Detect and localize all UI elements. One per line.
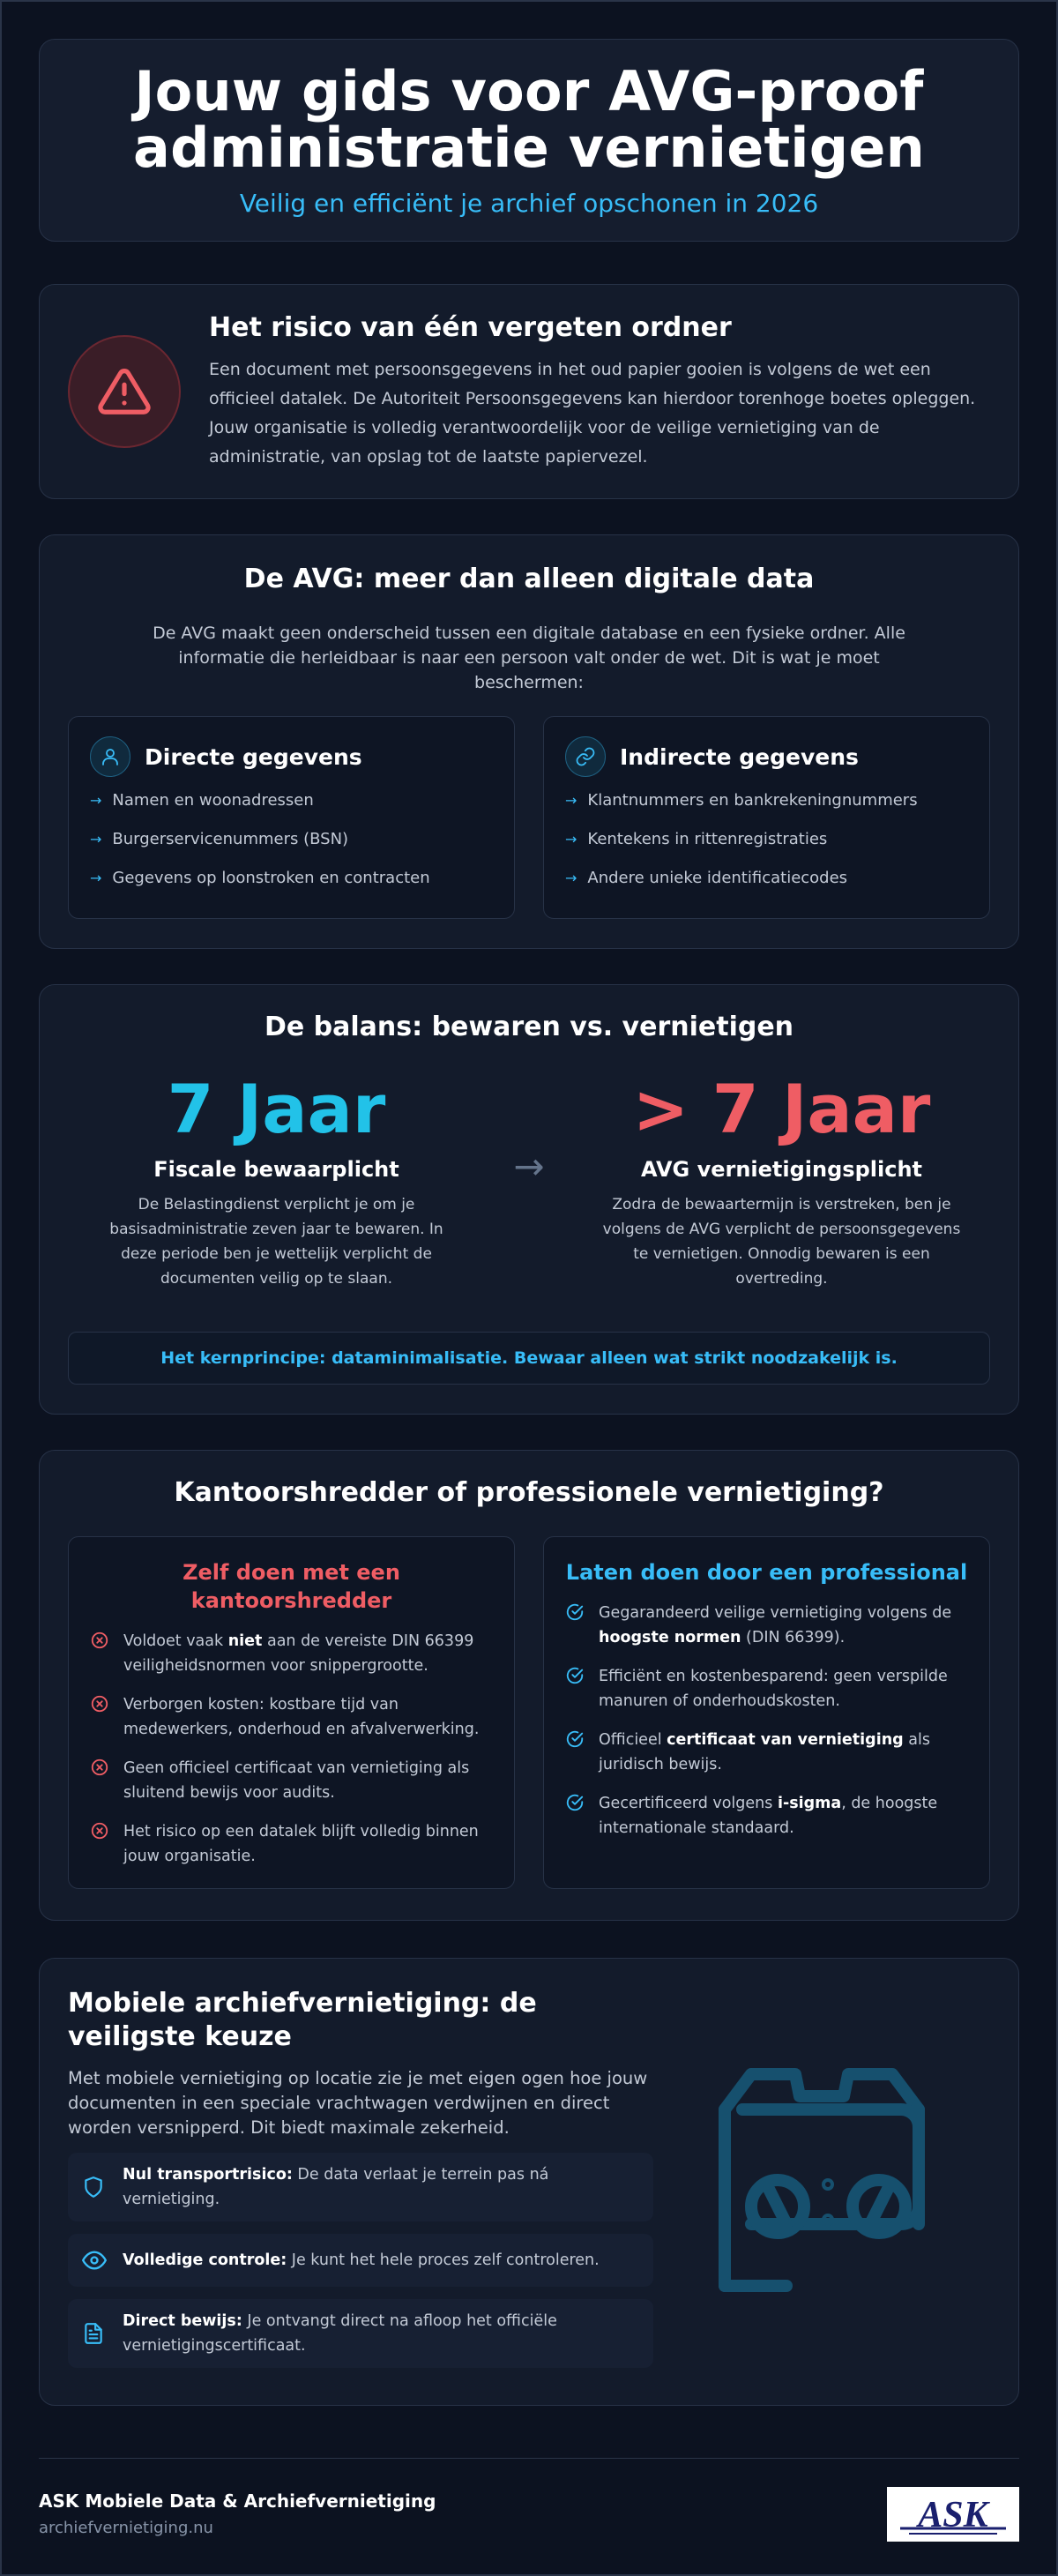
avg-title: De AVG: meer dan alleen digitale data bbox=[243, 564, 815, 594]
list-item: → Gegevens op loonstroken en contracten bbox=[90, 869, 430, 887]
list-item: → Burgerservicenummers (BSN) bbox=[90, 830, 349, 848]
balance-section bbox=[39, 984, 1019, 1415]
footer bbox=[39, 2458, 1019, 2542]
retention-desc: De Belastingdienst verplicht je om je basisadministratie zeven jaar te bewaren. In deze periode ben je wettelijk verplicht de documenten veilig op te slaan. bbox=[109, 1196, 443, 1288]
retention-column bbox=[68, 1067, 485, 1291]
con-item: Voldoet vaak niet aan de vereiste DIN 66399 veiligheidsnormen voor snippergrootte. bbox=[90, 1629, 493, 1678]
check-circle-icon bbox=[565, 1664, 588, 1714]
page-title: Jouw gids voor AVG-proof administratie vernietigen bbox=[133, 58, 925, 180]
avg-section bbox=[39, 534, 1019, 949]
footer-url[interactable]: archiefvernietiging.nu bbox=[39, 2519, 213, 2537]
pro-item: Efficiënt en kostenbesparend: geen verspilde manuren of onderhoudskosten. bbox=[565, 1664, 968, 1714]
pro-item: Officieel certificaat van vernietiging als juridisch bewijs. bbox=[565, 1728, 968, 1777]
self-shredding-title: Zelf doen met een kantoorshredder bbox=[183, 1560, 400, 1613]
indirect-data-title: Indirecte gegevens bbox=[620, 743, 859, 770]
direct-data-card bbox=[68, 716, 515, 919]
risk-section bbox=[39, 284, 1019, 499]
arrow-right-icon: → bbox=[513, 1145, 545, 1188]
pro-item: Gecertificeerd volgens i-sigma, de hoogste internationale standaard. bbox=[565, 1791, 968, 1841]
list-item: → Namen en woonadressen bbox=[90, 791, 314, 810]
con-item: Verborgen kosten: kostbare tijd van medewerkers, onderhoud en afvalverwerking. bbox=[90, 1692, 493, 1742]
document-icon bbox=[82, 2322, 110, 2345]
link-icon bbox=[565, 736, 606, 777]
x-circle-icon bbox=[90, 1819, 113, 1869]
con-item: Geen officieel certificaat van vernietiging als sluitend bewijs voor audits. bbox=[90, 1756, 493, 1805]
feature-item: Volledige controle: Je kunt het hele proces zelf controleren. bbox=[68, 2234, 653, 2287]
svg-text:ASK: ASK bbox=[918, 2495, 988, 2535]
retention-label: Fiscale bewaarplicht bbox=[153, 1157, 399, 1182]
page-subtitle: Veilig en efficiënt je archief opschonen in 2026 bbox=[239, 188, 819, 218]
direct-data-title: Directe gegevens bbox=[145, 743, 362, 770]
arrow-icon: → bbox=[90, 792, 102, 809]
feature-item: Nul transportrisico: De data verlaat je terrein pas ná vernietiging. bbox=[68, 2153, 653, 2221]
check-circle-icon bbox=[565, 1728, 588, 1777]
feature-item: Direct bewijs: Je ontvangt direct na afloop het officiële vernietigingscertificaat. bbox=[68, 2299, 653, 2368]
arrow-icon: → bbox=[565, 792, 577, 809]
professional-card bbox=[543, 1536, 990, 1889]
list-item: → Kentekens in rittenregistraties bbox=[565, 830, 828, 848]
balance-title: De balans: bewaren vs. vernietigen bbox=[264, 1012, 794, 1042]
arrow-icon: → bbox=[565, 831, 577, 847]
self-shredding-card bbox=[68, 1536, 515, 1889]
list-item: → Klantnummers en bankrekeningnummers bbox=[565, 791, 918, 810]
check-circle-icon bbox=[565, 1601, 588, 1650]
professional-title: Laten doen door een professional bbox=[565, 1560, 968, 1585]
footer-brand: ASK Mobiele Data & Archiefvernietiging bbox=[39, 2490, 436, 2512]
shredder-section bbox=[39, 1450, 1019, 1921]
hero-section bbox=[39, 39, 1019, 242]
user-icon bbox=[90, 736, 130, 777]
risk-text: Een document met persoonsgegevens in het oud papier gooien is volgens de wet een officieel datalek. De Autoriteit Persoonsgegevens kan hierdoor torenhoge boetes opleggen. Jouw organisatie is volledig verantwoordelijk voor de veilige vernietiging van de administratie, van opslag tot de laatste papiervezel. bbox=[209, 359, 976, 467]
list-item: → Andere unieke identificatiecodes bbox=[565, 869, 848, 887]
mobile-title: Mobiele archiefvernietiging: de veiligste keuze bbox=[68, 1988, 537, 2052]
x-circle-icon bbox=[90, 1629, 113, 1678]
avg-intro: De AVG maakt geen onderscheid tussen een digitale database en een fysieke ordner. Alle informatie die herleidbaar is naar een persoon valt onder de wet. Dit is wat je moet beschermen: bbox=[153, 623, 905, 692]
warning-triangle-icon bbox=[68, 335, 181, 448]
indirect-data-card bbox=[543, 716, 990, 919]
x-circle-icon bbox=[90, 1692, 113, 1742]
check-circle-icon bbox=[565, 1791, 588, 1841]
destruction-column bbox=[573, 1067, 990, 1291]
mobile-desc: Met mobiele vernietiging op locatie zie je met eigen ogen hoe jouw documenten in een speciale vrachtwagen verdwijnen en direct worden versnipperd. Dit biedt maximale zekerheid. bbox=[68, 2068, 648, 2138]
mobile-section bbox=[39, 1958, 1019, 2406]
shield-icon bbox=[82, 2176, 110, 2199]
arrow-icon: → bbox=[90, 870, 102, 886]
ask-logo bbox=[887, 2487, 1019, 2542]
destruction-years: > 7 Jaar bbox=[632, 1070, 931, 1148]
risk-title: Het risico van één vergeten ordner bbox=[209, 311, 732, 343]
x-circle-icon bbox=[90, 1756, 113, 1805]
pro-item: Gegarandeerd veilige vernietiging volgens de hoogste normen (DIN 66399). bbox=[565, 1601, 968, 1650]
truck-shredder-icon bbox=[689, 2048, 954, 2316]
arrow-icon: → bbox=[565, 870, 577, 886]
destruction-label: AVG vernietigingsplicht bbox=[641, 1157, 922, 1182]
destruction-desc: Zodra de bewaartermijn is verstreken, ben je volgens de AVG verplicht de persoonsgegevens te vernietigen. Onnodig bewaren is een overtreding. bbox=[602, 1196, 961, 1288]
retention-years: 7 Jaar bbox=[167, 1070, 386, 1148]
arrow-icon: → bbox=[90, 831, 102, 847]
con-item: Het risico op een datalek blijft volledig binnen jouw organisatie. bbox=[90, 1819, 493, 1869]
eye-icon bbox=[82, 2248, 110, 2273]
core-principle-banner: Het kernprincipe: dataminimalisatie. Bewaar alleen wat strikt noodzakelijk is. bbox=[68, 1332, 990, 1385]
shredder-title: Kantoorshredder of professionele vernietiging? bbox=[174, 1477, 884, 1508]
